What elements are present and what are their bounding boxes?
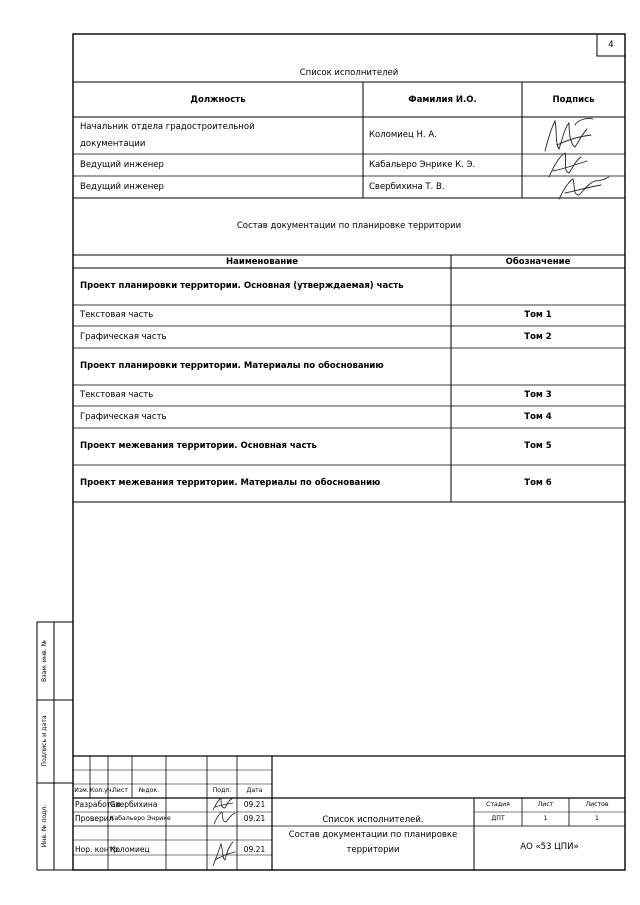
tb-col-list: Лист bbox=[112, 787, 128, 794]
side-stamp-inv-podl: Инв. № подл. bbox=[40, 804, 48, 848]
tb-person: Коломиец bbox=[110, 845, 150, 854]
tb-role: Нор. контр. bbox=[75, 845, 121, 854]
tb-person: Свербихина bbox=[110, 800, 158, 809]
tb-col-izm: Изм. bbox=[74, 787, 89, 794]
tb-sheet: 1 bbox=[543, 815, 548, 822]
tb-organization: АО «53 ЦПИ» bbox=[520, 842, 579, 852]
tb-person: Кабальеро Энрике bbox=[110, 815, 171, 822]
tb-date: 09.21 bbox=[243, 845, 266, 854]
side-stamp-signature-date: Подпись и дата bbox=[40, 715, 48, 767]
tb-sheets-label: Листов bbox=[585, 801, 609, 808]
performer-position: Ведущий инженер bbox=[80, 182, 164, 192]
performers-title: Список исполнителей bbox=[299, 68, 399, 78]
doc-row-designation: Том 6 bbox=[524, 478, 552, 488]
side-stamp-vzam-inv: Взам. инв. № bbox=[40, 639, 48, 683]
tb-doc-title: территории bbox=[346, 845, 400, 855]
performer-name: Свербихина Т. В. bbox=[369, 182, 445, 192]
doc-row-name: Проект межевания территории. Основная часть bbox=[80, 441, 317, 451]
header-position: Должность bbox=[190, 95, 246, 105]
header-signature: Подпись bbox=[552, 95, 595, 105]
doc-row-name: Проект планировки территории. Основная (утверждаемая) часть bbox=[80, 281, 404, 291]
tb-col-kol: Кол.уч. bbox=[90, 787, 114, 794]
doc-row-designation: Том 3 bbox=[524, 390, 552, 400]
header-doc-name: Наименование bbox=[226, 257, 298, 267]
handwritten-signature bbox=[535, 115, 615, 205]
tb-stage-label: Стадия bbox=[486, 801, 510, 808]
tb-sheet-label: Лист bbox=[537, 801, 554, 808]
performer-name: Кабальеро Энрике К. Э. bbox=[369, 160, 476, 170]
doc-row-name: Текстовая часть bbox=[80, 310, 154, 320]
doc-row-designation: Том 2 bbox=[524, 332, 552, 342]
doc-row-name: Текстовая часть bbox=[80, 390, 154, 400]
page-number: 4 bbox=[608, 40, 614, 50]
header-designation: Обозначение bbox=[505, 257, 571, 267]
tb-doc-title: Состав документации по планировке bbox=[288, 830, 458, 840]
tb-role: Разработал bbox=[75, 800, 121, 809]
tb-col-data: Дата bbox=[246, 787, 263, 794]
doc-row-name: Графическая часть bbox=[80, 412, 167, 422]
tb-date: 09.21 bbox=[243, 800, 266, 809]
doc-row-designation: Том 1 bbox=[524, 310, 552, 320]
tb-col-podp: Подп. bbox=[212, 787, 232, 794]
tb-stage: ДПТ bbox=[491, 815, 505, 822]
doc-row-name: Проект планировки территории. Материалы по обоснованию bbox=[80, 361, 384, 371]
performer-position: Ведущий инженер bbox=[80, 160, 164, 170]
doc-row-name: Графическая часть bbox=[80, 332, 167, 342]
performer-position: Начальник отдела градостроительной bbox=[80, 122, 255, 132]
header-name: Фамилия И.О. bbox=[408, 95, 477, 105]
doc-row-name: Проект межевания территории. Материалы по обоснованию bbox=[80, 478, 381, 488]
tb-doc-title: Список исполнителей. bbox=[322, 815, 424, 825]
doc-row-designation: Том 4 bbox=[524, 412, 552, 422]
tb-col-ndok: №док. bbox=[138, 787, 160, 794]
tb-date: 09.21 bbox=[243, 814, 266, 823]
performer-position: документации bbox=[80, 139, 146, 149]
tb-role: Проверил bbox=[75, 814, 114, 823]
handwritten-signature bbox=[209, 796, 237, 870]
documentation-title: Состав документации по планировке территории bbox=[236, 221, 462, 231]
tb-sheets: 1 bbox=[595, 815, 599, 822]
performer-name: Коломиец Н. А. bbox=[369, 130, 437, 140]
doc-row-designation: Том 5 bbox=[524, 441, 552, 451]
